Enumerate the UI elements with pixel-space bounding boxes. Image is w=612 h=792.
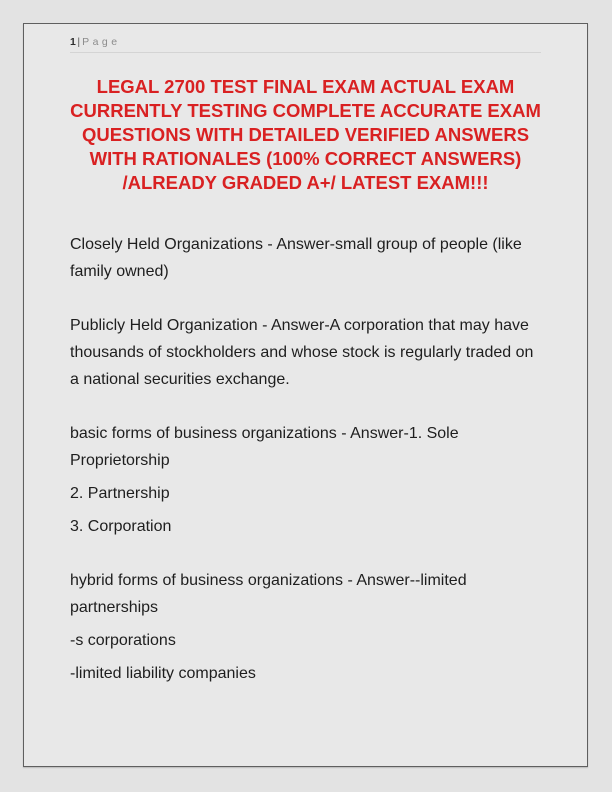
qa-paragraph: 2. Partnership (70, 485, 170, 502)
qa-paragraph: -s corporations (70, 632, 176, 649)
title-line: WITH RATIONALES (100% CORRECT ANSWERS) (89, 148, 522, 169)
qa-paragraph: basic forms of business organizations - Answer-1. Sole Proprietorship (70, 425, 459, 469)
qa-block (70, 312, 544, 393)
qa-paragraph: hybrid forms of business organizations - Answer--limited partnerships (70, 572, 467, 616)
document-page (23, 23, 588, 767)
qa-block (70, 420, 544, 540)
title-line: QUESTIONS WITH DETAILED VERIFIED ANSWERS (81, 124, 530, 145)
qa-block (70, 567, 544, 687)
qa-paragraph: Closely Held Organizations - Answer-small group of people (like family owned) (70, 236, 522, 280)
title-line: /ALREADY GRADED A+/ LATEST EXAM!!! (122, 172, 489, 193)
qa-paragraph: 3. Corporation (70, 518, 172, 535)
qa-paragraph: Publicly Held Organization - Answer-A corporation that may have thousands of stockholders and whose stock is regularly traded on a national securities exchange. (70, 317, 534, 388)
title-line: LEGAL 2700 TEST FINAL EXAM ACTUAL EXAM (96, 76, 515, 97)
page-header-separator: | (77, 36, 81, 48)
page-number: 1 (70, 36, 77, 48)
document-body (70, 231, 544, 687)
page-header-label: Page (82, 36, 121, 48)
page-header (70, 35, 541, 53)
qa-paragraph: -limited liability companies (70, 665, 256, 682)
qa-block (70, 231, 544, 285)
document-title (70, 75, 541, 195)
title-line: CURRENTLY TESTING COMPLETE ACCURATE EXAM (70, 100, 541, 121)
